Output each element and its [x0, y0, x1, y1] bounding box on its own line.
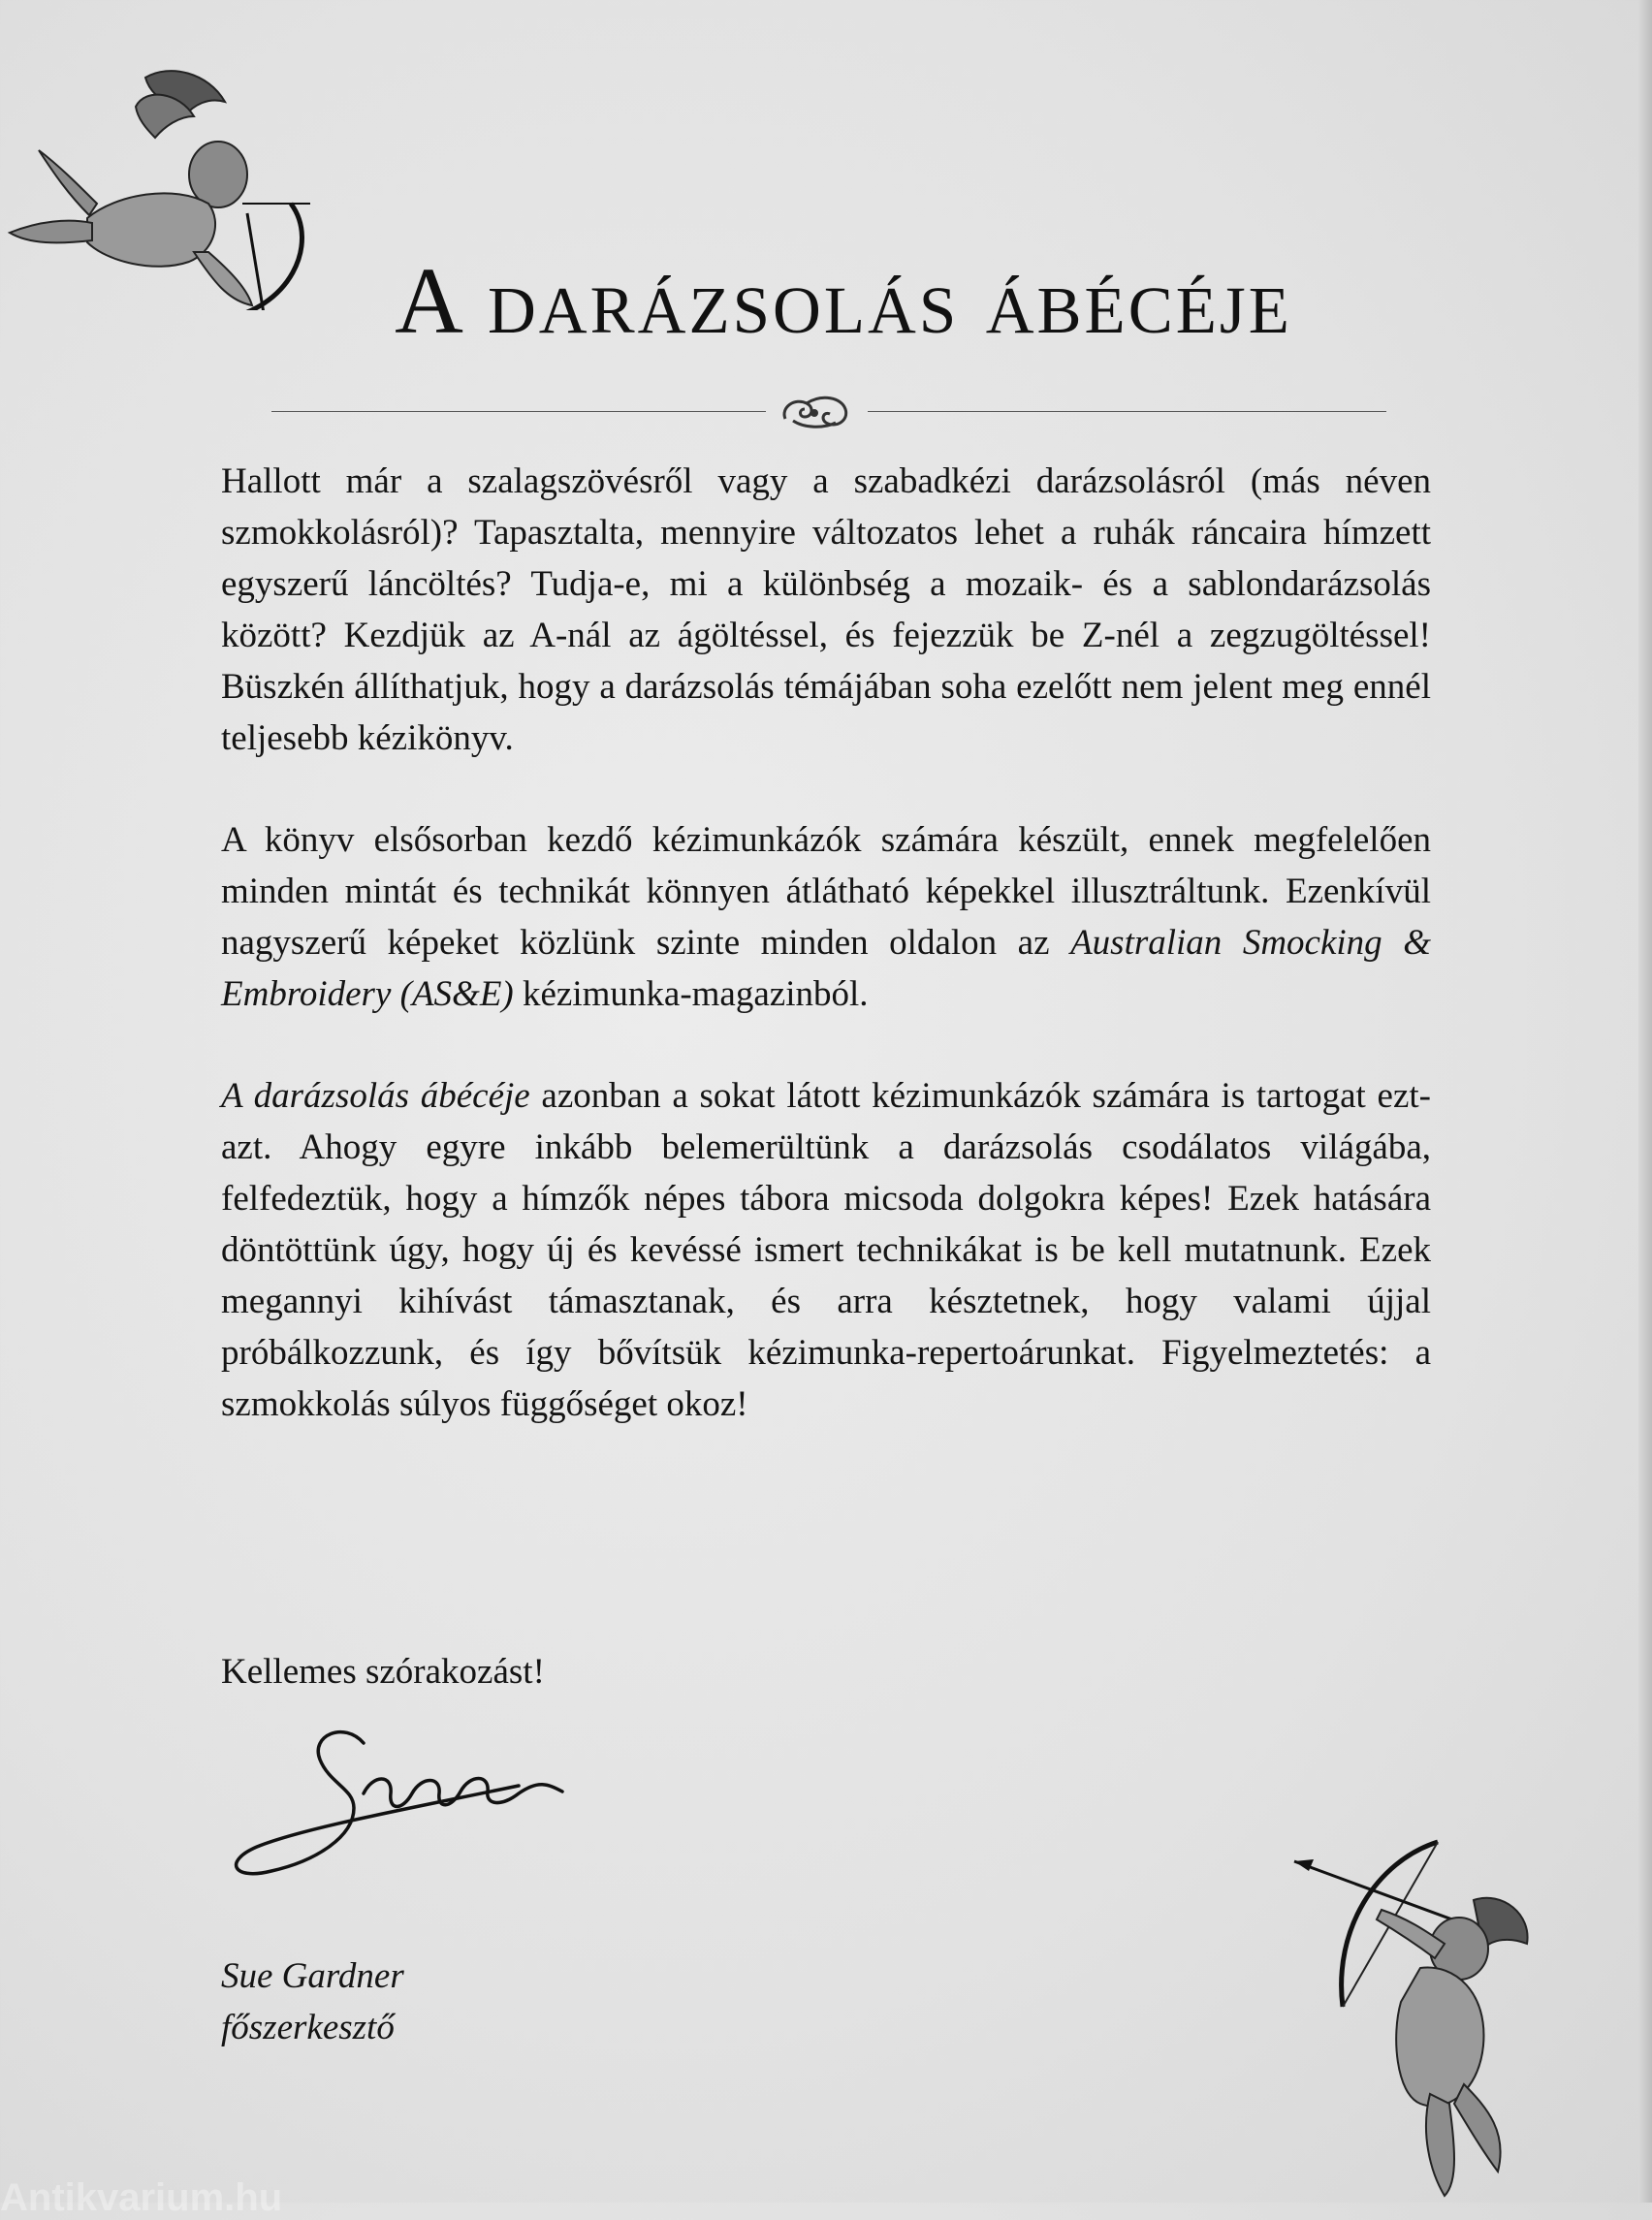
- paragraph-beginners: [221, 814, 1431, 1020]
- cherub-archer-icon: [1285, 1823, 1546, 2201]
- body-text: [221, 456, 1431, 1480]
- scroll-ornament-icon: [776, 390, 853, 432]
- title-divider: [271, 390, 1386, 428]
- paragraph-advanced: [221, 1070, 1431, 1430]
- page-title: A darázsolás ábécéje: [395, 249, 1292, 354]
- author-role: főszerkesztő: [221, 2008, 395, 2047]
- paragraph-beginners-text-1: A könyv elsősorban kezdő kézimunkázók számára készült, ennek megfelelően minden mintát és technikát könnyen átlátható képekkel illusztráltunk. Ezenkívül nagyszerű képeket közlünk szinte minden oldalon az: [221, 820, 1431, 963]
- paragraph-beginners-text-2: kézimunka-magazinból.: [513, 974, 869, 1014]
- closing-line: Kellemes szórakozást!: [221, 1652, 545, 1692]
- paragraph-advanced-text: azonban a sokat látott kézimunkázók számára is tartogat ezt-azt. Ahogy egyre inkább belemerültünk a darázsolás csodálatos világába, felfedeztük, hogy a hímzők népes tábora micsoda dolgokra képes! Ezek hatására döntöttünk úgy, hogy új és kevéssé ismert technikákat is be kell mutatnunk. Ezek megannyi kihívást támasztanak, és arra késztetnek, hogy valami újjal próbálkozzunk, és így bővítsük kézimunka-repertoárunkat. Figyelmeztetés: a szmokkolás súlyos függőséget okoz!: [221, 1076, 1431, 1424]
- author-name: Sue Gardner: [221, 1956, 404, 1996]
- handwritten-signature: [218, 1716, 606, 1910]
- book-title-inline: A darázsolás ábécéje: [221, 1076, 530, 1116]
- cherub-top-icon: [0, 58, 320, 310]
- divider-rule-right: [868, 411, 1386, 412]
- paragraph-intro: Hallott már a szalagszövésről vagy a szabadkézi darázsolásról (más néven szmokkolásról)? Tapasztalta, mennyire változatos lehet a ruhák ráncaira hímzett egyszerű láncöltés? Tudja-e, mi a különbség a mozaik- és a sablondarázsolás között? Kezdjük az A-nál az ágöltéssel, és fejezzük be Z-nél a zegzugöltéssel! Büszkén állíthatjuk, hogy a darázsolás témájában soha ezelőtt nem jelent meg ennél teljesebb kézikönyv.: [221, 461, 1431, 758]
- watermark: Antikvarium.hu: [0, 2176, 283, 2219]
- divider-rule-left: [271, 411, 766, 412]
- author-block: [221, 1950, 404, 2053]
- magazine-title: Australian Smocking & Embroidery (AS&E): [221, 923, 1431, 1014]
- page-edge: [1638, 0, 1652, 2203]
